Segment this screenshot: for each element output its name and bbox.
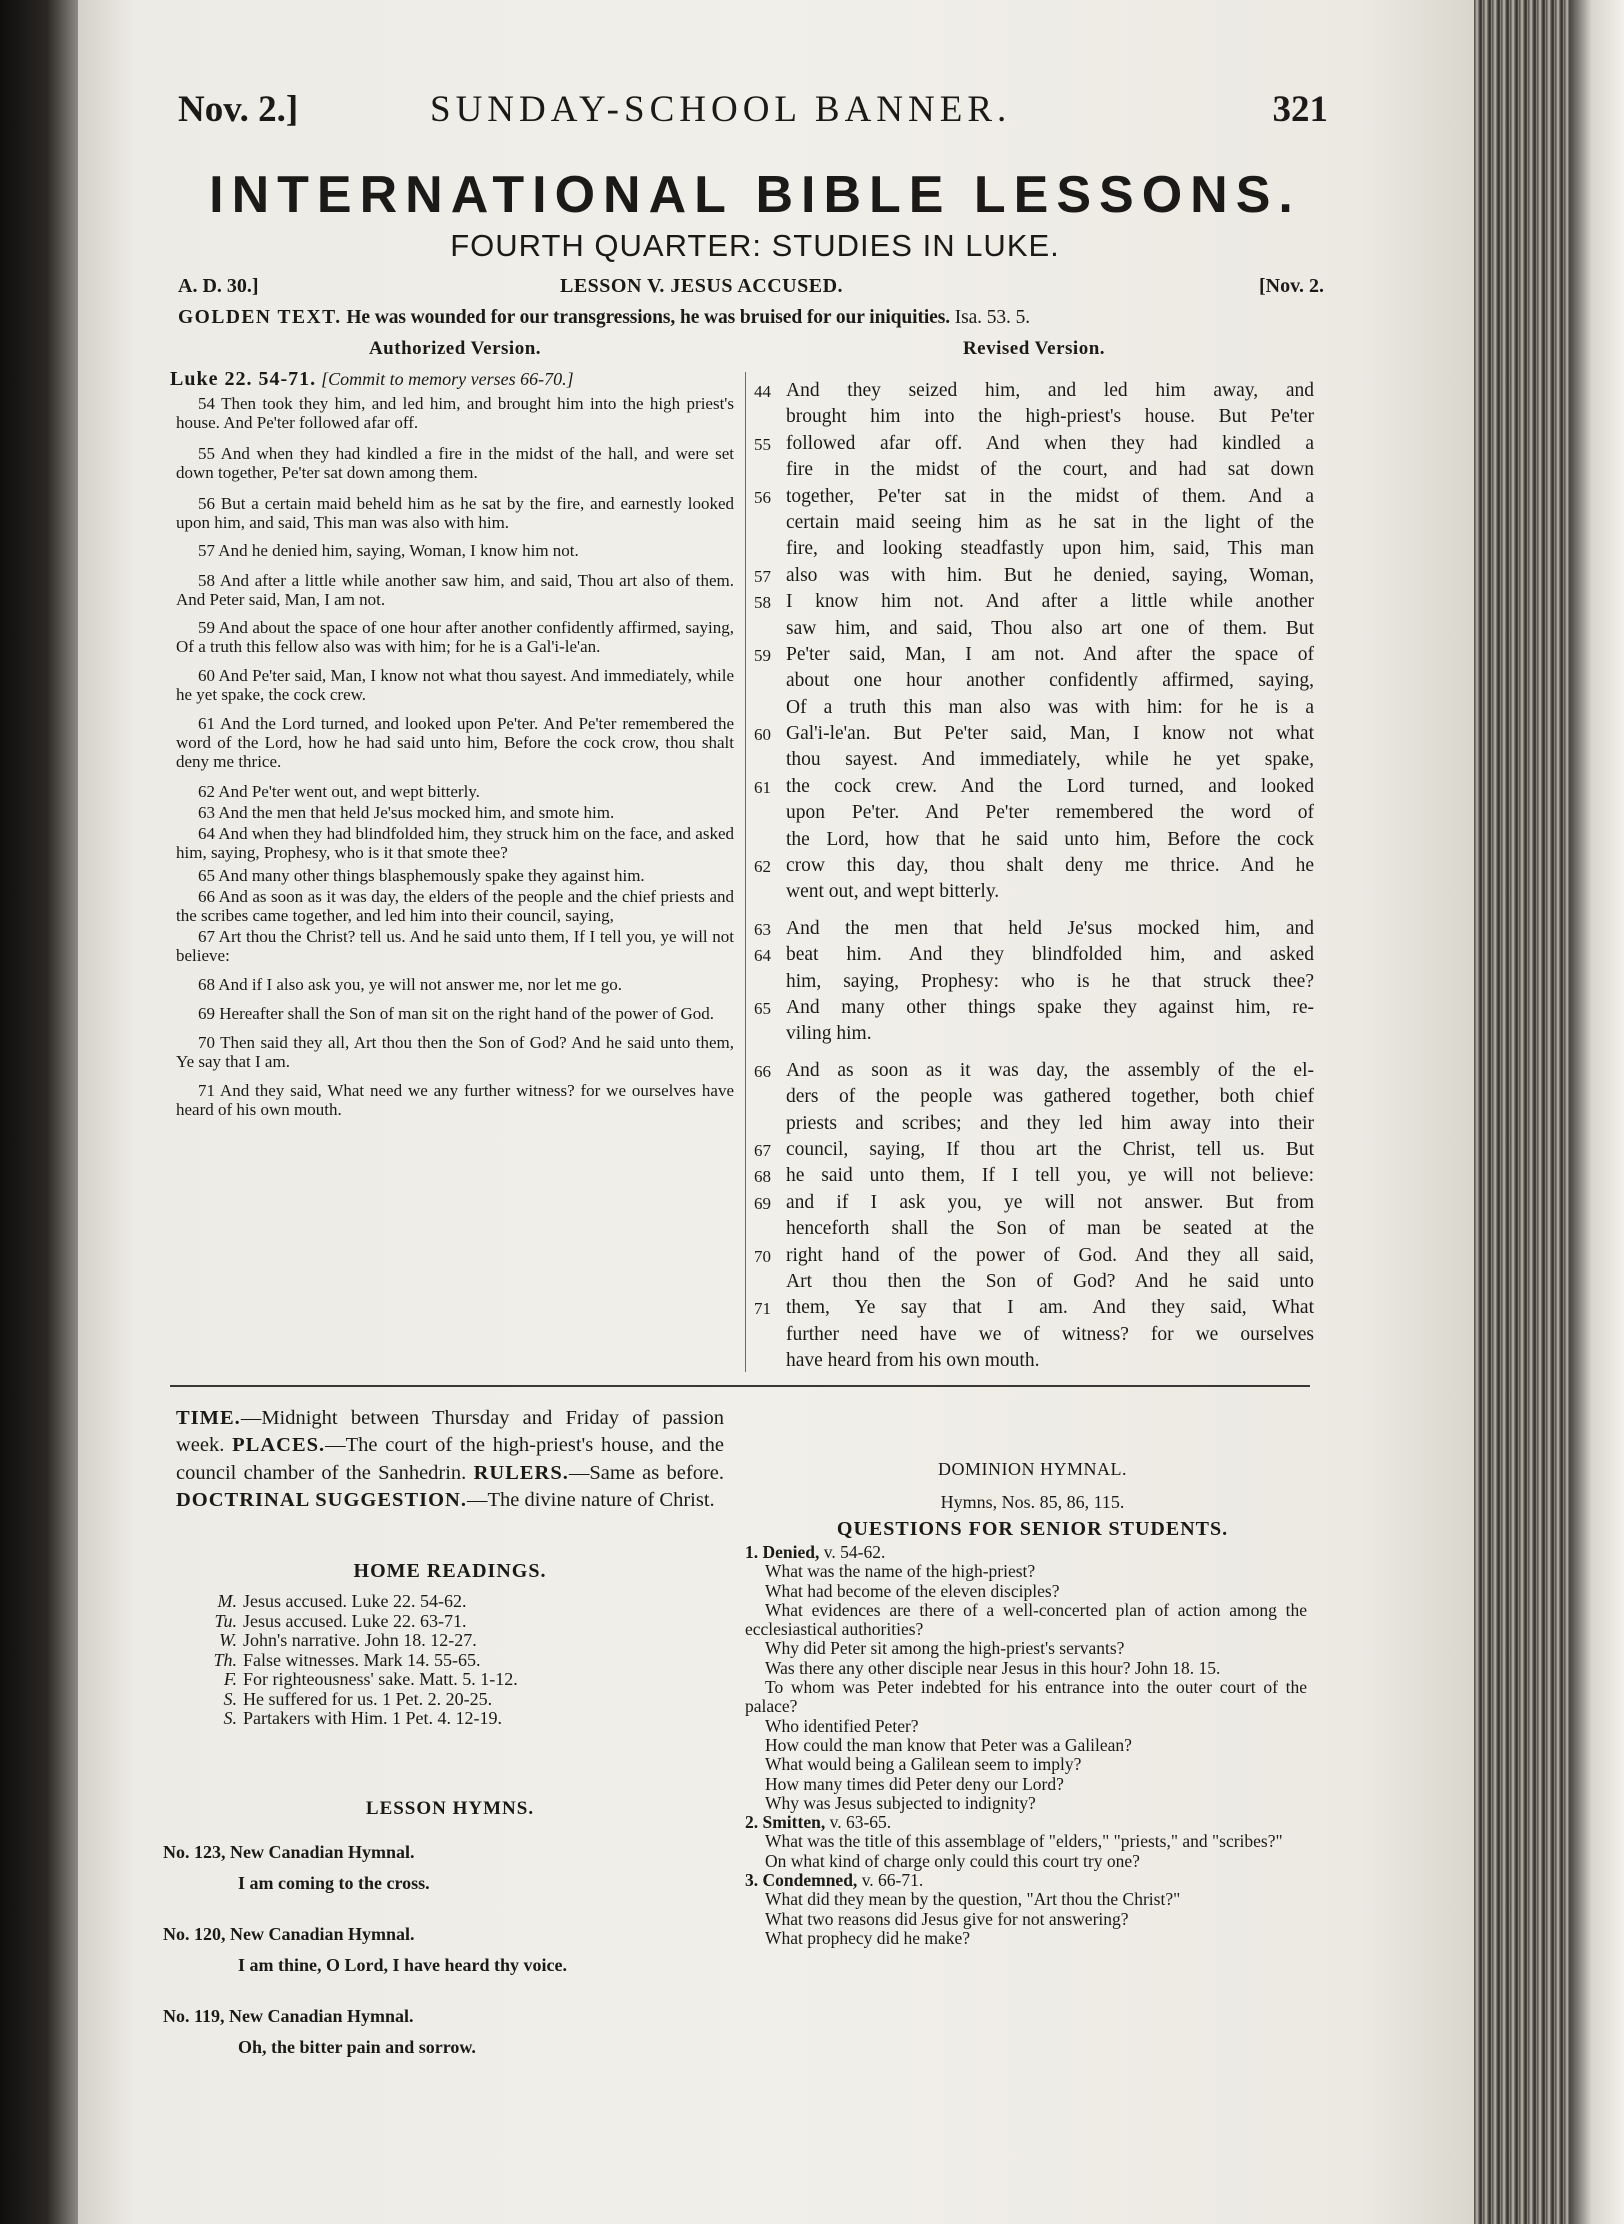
- revised-line-text: them, Ye say that I am. And they said, What: [786, 1297, 1314, 1319]
- lesson-year: A. D. 30.]: [178, 275, 259, 297]
- reading-text: John's narrative. John 18. 12-27.: [243, 1630, 477, 1650]
- places-text: —The court of the high-priest's house, and the council chamber of the Sanhedrin.: [176, 1434, 725, 1484]
- revised-line: [754, 944, 1314, 970]
- verse-number: 65: [754, 998, 771, 1018]
- revised-line: [754, 433, 1314, 459]
- revised-line-text: together, Pe'ter sat in the midst of them. And a: [786, 485, 1314, 507]
- question-item: What would being a Galilean seem to imply?: [765, 1754, 1082, 1775]
- question-item: What evidences are there of a well-concerted plan of action among the ecclesiastical authorities?: [745, 1599, 1307, 1640]
- revised-verses: [754, 380, 1314, 1376]
- verse-number: 57: [754, 566, 771, 586]
- section-ref: v. 63-65.: [825, 1812, 892, 1833]
- authorized-verse: 55 And when they had kindled a fire in the midst of the hall, and were set down together, Pe'ter sat down among them.: [176, 444, 734, 482]
- page-subtitle: FOURTH QUARTER: STUDIES IN LUKE.: [450, 228, 1060, 263]
- reading-day: M.: [217, 1591, 237, 1611]
- authorized-verse: 54 Then took they him, and led him, and brought him into the high priest's house. And Pe'ter followed afar off.: [176, 394, 734, 432]
- authorized-verse: 67 Art thou the Christ? tell us. And he said unto them, If I tell you, ye will not believe:: [176, 927, 734, 965]
- authorized-verses: [176, 394, 734, 1119]
- running-head-title: SUNDAY-SCHOOL BANNER.: [430, 89, 1012, 130]
- hymn-title: Oh, the bitter pain and sorrow.: [238, 2037, 476, 2057]
- dominion-hymnal-heading: DOMINION HYMNAL.: [938, 1459, 1127, 1479]
- verse-number: 64: [754, 946, 771, 966]
- lesson-date: [Nov. 2.: [1259, 275, 1324, 297]
- authorized-verse: 69 Hereafter shall the Son of man sit on the right hand of the power of God.: [198, 1004, 715, 1023]
- authorized-verse: 64 And when they had blindfolded him, they struck him on the face, and asked him, saying, Prophesy, who is it that smote thee?: [176, 824, 734, 862]
- question-item: Was there any other disciple near Jesus in this hour? John 18. 15.: [765, 1657, 1221, 1678]
- revised-line-text: have heard from his own mouth.: [786, 1350, 1040, 1372]
- hymn-item: [163, 1842, 567, 1894]
- question-item: Why was Jesus subjected to indignity?: [765, 1792, 1036, 1813]
- revised-line-text: further need have we of witness? for we ourselves: [786, 1323, 1314, 1345]
- question-item: What was the name of the high-priest?: [765, 1561, 1036, 1582]
- revised-line-text: certain maid seeing him as he sat in the light of the: [786, 511, 1314, 533]
- lesson-hymns-list: [163, 1842, 567, 2088]
- revised-line: [754, 1060, 1314, 1086]
- reading-day: Th.: [213, 1649, 237, 1670]
- revised-line: [754, 670, 1314, 696]
- question-item: To whom was Peter indebted for his entrance into the outer court of the palace?: [745, 1677, 1307, 1717]
- reading-day: S.: [223, 1688, 237, 1709]
- revised-line: [754, 723, 1314, 749]
- revised-line: [754, 971, 1314, 997]
- question-item: What two reasons did Jesus give for not answering?: [765, 1908, 1129, 1929]
- revised-line-text: And the men that held Je'sus mocked him, and: [786, 917, 1314, 939]
- places-label: PLACES.: [232, 1434, 326, 1457]
- question-item: What did they mean by the question, "Art thou the Christ?": [765, 1889, 1181, 1910]
- revised-line: [754, 565, 1314, 591]
- revised-line-text: him, saying, Prophesy: who is he that struck thee?: [786, 970, 1314, 992]
- questions-list: [745, 1543, 1307, 1948]
- section-name: 2. Smitten,: [745, 1812, 826, 1833]
- question-section-title: [745, 1543, 1307, 1562]
- revised-line: [754, 1139, 1314, 1165]
- authorized-verse: 56 But a certain maid beheld him as he sat by the fire, and earnestly looked upon him, and said, This man was also with him.: [176, 494, 734, 532]
- hymn-item: [163, 2006, 567, 2058]
- doctrinal-label: DOCTRINAL SUGGESTION.: [176, 1489, 467, 1512]
- hymn-number: No. 120, New Canadian Hymnal.: [163, 1924, 415, 1944]
- revised-line-text: And they seized him, and led him away, and: [786, 380, 1314, 401]
- verse-number: 56: [754, 487, 771, 507]
- verse-number: 69: [754, 1193, 771, 1213]
- verse-number: 67: [754, 1140, 771, 1160]
- revised-line: [754, 749, 1314, 775]
- revised-line: [754, 855, 1314, 881]
- revised-line: [754, 1192, 1314, 1218]
- golden-text-ref: Isa. 53. 5.: [954, 307, 1031, 328]
- revised-line: [754, 406, 1314, 432]
- revised-line-text: right hand of the power of God. And they all said,: [786, 1244, 1314, 1266]
- left-page-shadow: [0, 0, 78, 2224]
- section-ref: v. 54-62.: [819, 1542, 886, 1562]
- verse-number: 60: [754, 725, 771, 745]
- revised-line-text: and if I ask you, ye will not answer. But from: [786, 1191, 1314, 1213]
- golden-text-body: He was wounded for our transgressions, he was bruised for our iniquities.: [346, 307, 950, 328]
- golden-text-label: GOLDEN TEXT.: [178, 307, 342, 328]
- revised-line: [754, 591, 1314, 617]
- revised-line-text: fire in the midst of the court, and had sat down: [786, 459, 1314, 481]
- reading-day: F.: [223, 1669, 237, 1689]
- section-rule: [170, 1385, 1310, 1387]
- rulers-text: —Same as before.: [568, 1461, 724, 1484]
- authorized-verse: 70 Then said they all, Art thou then the Son of God? And he said unto them, Ye say that I am.: [176, 1033, 734, 1071]
- verse-number: 59: [754, 645, 771, 665]
- revised-line-text: he said unto them, If I tell you, ye will not believe:: [786, 1165, 1314, 1187]
- revised-line-text: saw him, and said, Thou also art one of them. But: [786, 617, 1314, 639]
- authorized-verse: 57 And he denied him, saying, Woman, I know him not.: [198, 541, 579, 560]
- scripture-ref: Luke 22. 54-71.: [170, 368, 317, 390]
- revised-line-text: And as soon as it was day, the assembly of the el-: [786, 1059, 1314, 1081]
- golden-text: [178, 307, 1324, 329]
- verse-number: 66: [754, 1061, 771, 1081]
- lesson-notes: [176, 1405, 724, 1515]
- revised-line-text: Of a truth this man also was with him: for he is a: [786, 696, 1314, 718]
- revised-line: [754, 697, 1314, 723]
- revised-line-text: Art thou then the Son of God? And he said unto: [786, 1270, 1314, 1292]
- verse-number: 70: [754, 1246, 771, 1266]
- book-spine-highlight: [1570, 0, 1624, 2224]
- revised-line: [754, 1271, 1314, 1297]
- reading-item: [205, 1690, 518, 1710]
- revised-line-text: followed afar off. And when they had kindled a: [786, 432, 1314, 454]
- reading-item: [205, 1709, 518, 1729]
- reading-text: He suffered for us. 1 Pet. 2. 20-25.: [243, 1688, 493, 1709]
- revised-line-text: Gal'i-le'an. But Pe'ter said, Man, I know not what: [786, 723, 1314, 745]
- question-item: What was the title of this assemblage of "elders," "priests," and "scribes?": [765, 1831, 1283, 1852]
- question-item: On what kind of charge only could this court try one?: [765, 1850, 1140, 1871]
- revised-line: [754, 618, 1314, 644]
- verse-number: 55: [754, 434, 771, 454]
- revised-line-text: went out, and wept bitterly.: [786, 881, 1000, 903]
- hymn-item: [163, 1924, 567, 1976]
- revised-line: [754, 1324, 1314, 1350]
- revised-line: [754, 380, 1314, 406]
- authorized-verse: 60 And Pe'ter said, Man, I know not what thou sayest. And immediately, while he yet spake, the cock crew.: [176, 666, 734, 704]
- revised-line: [754, 1218, 1314, 1244]
- revised-line: [754, 644, 1314, 670]
- reading-item: [205, 1592, 518, 1612]
- reading-item: [205, 1670, 518, 1690]
- revised-line-text: crow this day, thou shalt deny me thrice. And he: [786, 855, 1314, 877]
- column-divider: [745, 372, 746, 1372]
- revised-line: [754, 1245, 1314, 1271]
- page-number: 321: [1272, 89, 1328, 130]
- revised-line-text: I know him not. And after a little while another: [786, 591, 1314, 613]
- revised-line-text: about one hour another confidently affirmed, saying,: [786, 670, 1314, 692]
- reading-item: [205, 1651, 518, 1671]
- hymn-title: I am thine, O Lord, I have heard thy voice.: [238, 1955, 568, 1975]
- question-item: How could the man know that Peter was a Galilean?: [765, 1734, 1132, 1755]
- authorized-verse: 71 And they said, What need we any further witness? for we ourselves have heard of his own mouth.: [176, 1081, 734, 1119]
- revised-line-text: viling him.: [786, 1023, 872, 1045]
- home-readings-list: [205, 1592, 518, 1729]
- revised-line-text: the cock crew. And the Lord turned, and looked: [786, 775, 1314, 797]
- verse-number: 61: [754, 777, 771, 797]
- revised-line: [754, 459, 1314, 485]
- revised-line: [754, 997, 1314, 1023]
- revised-line-text: thou sayest. And immediately, while he yet spake,: [786, 749, 1314, 771]
- revised-line-text: council, saying, If thou art the Christ, tell us. But: [786, 1138, 1314, 1160]
- revised-line: [754, 1165, 1314, 1191]
- lesson-line: [178, 275, 1324, 305]
- revised-line: [754, 829, 1314, 855]
- time-label: TIME.: [176, 1407, 241, 1429]
- revised-line-text: upon Pe'ter. And Pe'ter remembered the word of: [786, 802, 1314, 824]
- revised-line: [754, 1113, 1314, 1139]
- reading-text: For righteousness' sake. Matt. 5. 1-12.: [243, 1669, 518, 1689]
- revised-line: [754, 776, 1314, 802]
- scripture-reference: [170, 368, 740, 391]
- revised-line: [754, 918, 1314, 944]
- lesson-hymns-heading: LESSON HYMNS.: [365, 1798, 535, 1819]
- authorized-heading: Authorized Version.: [368, 338, 542, 359]
- section-name: 1. Denied,: [745, 1542, 820, 1562]
- section-name: 3. Condemned,: [745, 1870, 858, 1891]
- reading-day: W.: [219, 1630, 237, 1650]
- dominion-hymn-numbers: Hymns, Nos. 85, 86, 115.: [940, 1492, 1125, 1512]
- revised-line-text: And many other things spake they against him, re-: [786, 996, 1314, 1018]
- revised-line-text: priests and scribes; and they led him away into their: [786, 1112, 1314, 1134]
- commit-note: [Commit to memory verses 66-70.]: [321, 369, 574, 389]
- running-head-date: Nov. 2.]: [178, 89, 299, 130]
- revised-line: [754, 881, 1314, 907]
- verse-number: 68: [754, 1167, 771, 1187]
- verse-gap: [754, 908, 1314, 918]
- hymn-number: No. 123, New Canadian Hymnal.: [163, 1842, 415, 1862]
- question-section-title: [745, 1813, 1307, 1832]
- running-head: [100, 88, 1328, 138]
- revised-line-text: beat him. And they blindfolded him, and asked: [786, 944, 1314, 966]
- page-title: INTERNATIONAL BIBLE LESSONS.: [209, 166, 1301, 224]
- authorized-verse: 59 And about the space of one hour after another confidently affirmed, saying, Of a truth this fellow also was with him; for he is a Gal'i-le'an.: [176, 618, 734, 656]
- revised-line: [754, 1023, 1314, 1049]
- verse-number: 71: [754, 1299, 771, 1319]
- revised-line-text: henceforth shall the Son of man be seated at the: [786, 1218, 1314, 1240]
- revised-line: [754, 512, 1314, 538]
- question-item: Who identified Peter?: [765, 1715, 919, 1736]
- reading-text: Jesus accused. Luke 22. 63-71.: [243, 1610, 467, 1631]
- revised-line-text: brought him into the high-priest's house. But Pe'ter: [786, 406, 1314, 428]
- verse-gap: [754, 1050, 1314, 1060]
- reading-text: False witnesses. Mark 14. 55-65.: [243, 1649, 481, 1670]
- revised-line-text: fire, and looking steadfastly upon him, said, This man: [786, 538, 1314, 560]
- revised-line-text: the Lord, how that he said unto him, Before the cock: [786, 828, 1314, 850]
- reading-day: S.: [223, 1708, 237, 1728]
- rulers-label: RULERS.: [473, 1461, 569, 1484]
- reading-text: Partakers with Him. 1 Pet. 4. 12-19.: [243, 1708, 502, 1728]
- revised-line-text: ders of the people was gathered together, both chief: [786, 1086, 1314, 1108]
- reading-day: Tu.: [214, 1610, 237, 1631]
- authorized-verse: 62 And Pe'ter went out, and wept bitterly.: [198, 782, 480, 801]
- home-readings-heading: HOME READINGS.: [353, 1560, 547, 1582]
- question-item: How many times did Peter deny our Lord?: [765, 1773, 1064, 1794]
- verse-number: 44: [754, 382, 771, 401]
- authorized-verse: 63 And the men that held Je'sus mocked him, and smote him.: [198, 803, 615, 822]
- authorized-verse: 65 And many other things blasphemously spake they against him.: [198, 866, 645, 885]
- revised-line: [754, 802, 1314, 828]
- revised-line: [754, 1350, 1314, 1376]
- question-item: What prophecy did he make?: [765, 1927, 971, 1948]
- reading-item: [205, 1612, 518, 1632]
- authorized-verse: 68 And if I also ask you, ye will not answer me, nor let me go.: [198, 975, 622, 994]
- revised-line-text: also was with him. But he denied, saying, Woman,: [786, 564, 1314, 586]
- doctrinal-text: —The divine nature of Christ.: [466, 1489, 715, 1512]
- revised-line: [754, 1297, 1314, 1323]
- authorized-verse: 61 And the Lord turned, and looked upon Pe'ter. And Pe'ter remembered the word of the Lord, how he had said unto him, Before the cock crow, thou shalt deny me thrice.: [176, 714, 734, 771]
- revised-line: [754, 1086, 1314, 1112]
- verse-number: 62: [754, 857, 771, 877]
- time-text: —Midnight between Thursday and Friday of passion week.: [176, 1407, 724, 1457]
- reading-text: Jesus accused. Luke 22. 54-62.: [243, 1591, 467, 1611]
- question-item: Why did Peter sit among the high-priest's servants?: [765, 1638, 1125, 1659]
- verse-number: 58: [754, 593, 771, 613]
- authorized-verse: 66 And as soon as it was day, the elders of the people and the chief priests and the scribes came together, and led him into their council, saying,: [176, 887, 734, 925]
- revised-line: [754, 486, 1314, 512]
- revised-line: [754, 538, 1314, 564]
- question-item: What had become of the eleven disciples?: [765, 1580, 1060, 1601]
- hymn-number: No. 119, New Canadian Hymnal.: [163, 2006, 414, 2026]
- revised-heading: Revised Version.: [962, 338, 1106, 359]
- hymn-title: I am coming to the cross.: [238, 1873, 430, 1893]
- section-ref: v. 66-71.: [857, 1870, 924, 1891]
- reading-item: [205, 1631, 518, 1651]
- verse-number: 63: [754, 919, 771, 939]
- revised-line-text: Pe'ter said, Man, I am not. And after the space of: [786, 643, 1314, 665]
- authorized-verse: 58 And after a little while another saw him, and said, Thou art also of them. And Peter said, Man, I am not.: [176, 571, 734, 609]
- question-section-title: [745, 1871, 1307, 1890]
- lesson-title: LESSON V. JESUS ACCUSED.: [560, 275, 844, 297]
- questions-heading: QUESTIONS FOR SENIOR STUDENTS.: [836, 1518, 1229, 1540]
